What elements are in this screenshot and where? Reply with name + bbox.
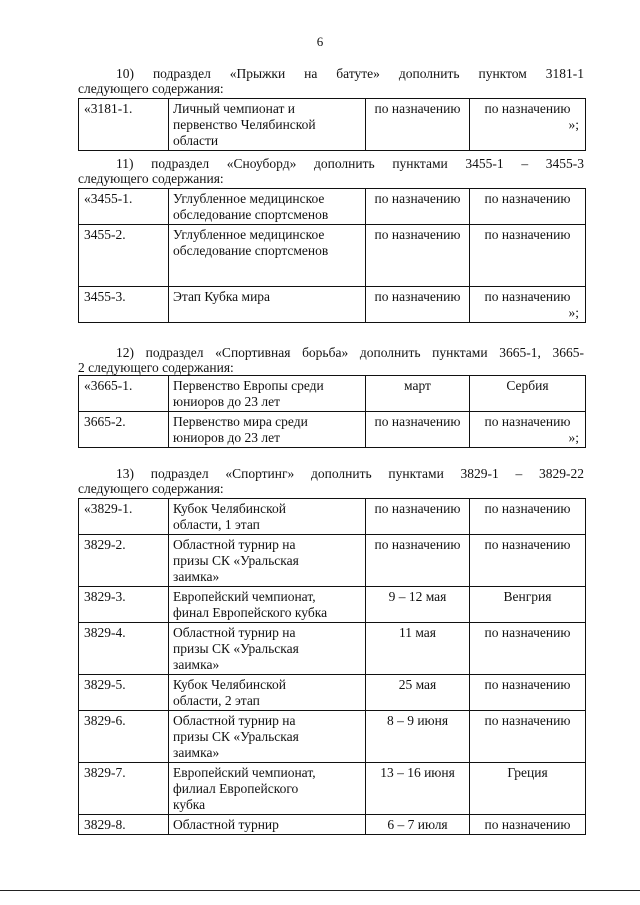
event-name: Личный чемпионат и первенство Челябинской области [169, 99, 366, 151]
event-place: по назначению [470, 815, 586, 835]
page-number: 6 [316, 34, 324, 49]
table-row [79, 815, 586, 835]
event-date: 13 – 16 июня [366, 763, 470, 815]
event-place: Греция [470, 763, 586, 815]
table-row [79, 587, 586, 623]
event-date: 25 мая [366, 675, 470, 711]
event-date: по назначению [366, 225, 470, 287]
event-place: Венгрия [470, 587, 586, 623]
plan-table [78, 188, 586, 323]
table-row [79, 412, 586, 448]
event-name: Областной турнир на призы СК «Уральская заимка» [169, 535, 366, 587]
item-number: 3829-6. [79, 711, 169, 763]
event-place: по назначению [470, 623, 586, 675]
event-date: по назначению [366, 499, 470, 535]
event-name: Углубленное медицинское обследование спортсменов [169, 225, 366, 287]
table-row [79, 99, 586, 151]
table-row [79, 499, 586, 535]
event-place: по назначению [470, 499, 586, 535]
event-name: Областной турнир на призы СК «Уральская заимка» [169, 711, 366, 763]
table-row [79, 623, 586, 675]
closing-quote: »; [568, 117, 579, 132]
event-name: Первенство Европы среди юниоров до 23 лет [169, 376, 366, 412]
event-place: по назначению [470, 675, 586, 711]
table-row [79, 287, 586, 323]
event-name: Областной турнир [169, 815, 366, 835]
closing-quote: »; [568, 305, 579, 320]
item-number: 3829-4. [79, 623, 169, 675]
plan-table [78, 98, 586, 151]
item-number: 3665-2. [79, 412, 169, 448]
event-date: по назначению [366, 99, 470, 151]
event-place: по назначению [470, 189, 586, 225]
item-number: 3829-5. [79, 675, 169, 711]
item-number: «3829-1. [79, 499, 169, 535]
item-number: «3665-1. [79, 376, 169, 412]
table-row [79, 675, 586, 711]
event-date: 6 – 7 июля [366, 815, 470, 835]
event-date: по назначению [366, 412, 470, 448]
item-number: 3829-2. [79, 535, 169, 587]
event-date: по назначению [366, 287, 470, 323]
item-number: 3829-3. [79, 587, 169, 623]
item-number: «3181-1. [79, 99, 169, 151]
event-name: Углубленное медицинское обследование спортсменов [169, 189, 366, 225]
section-intro: 13) подраздел «Спортинг» дополнить пунктами 3829-1 – 3829-22 следующего содержания: [78, 466, 584, 496]
event-place: по назначению [470, 535, 586, 587]
table-row [79, 376, 586, 412]
event-name: Областной турнир на призы СК «Уральская заимка» [169, 623, 366, 675]
plan-table [78, 375, 586, 448]
item-number: «3455-1. [79, 189, 169, 225]
section-intro: 10) подраздел «Прыжки на батуте» дополнить пунктом 3181-1 следующего содержания: [78, 66, 584, 96]
event-name: Европейский чемпионат, филиал Европейского кубка [169, 763, 366, 815]
event-name: Первенство мира среди юниоров до 23 лет [169, 412, 366, 448]
closing-quote: »; [568, 430, 579, 445]
table-row [79, 189, 586, 225]
event-date: 8 – 9 июня [366, 711, 470, 763]
section-intro: 12) подраздел «Спортивная борьба» дополнить пунктами 3665-1, 3665- 2 следующего содержания: [78, 345, 584, 375]
item-number: 3455-3. [79, 287, 169, 323]
event-place: по назначению »; [470, 287, 586, 323]
event-date: по назначению [366, 189, 470, 225]
event-name: Европейский чемпионат, финал Европейского кубка [169, 587, 366, 623]
event-place: по назначению »; [470, 99, 586, 151]
event-date: 11 мая [366, 623, 470, 675]
event-date: 9 – 12 мая [366, 587, 470, 623]
event-place: Сербия [470, 376, 586, 412]
table-row [79, 763, 586, 815]
table-row [79, 535, 586, 587]
section-intro: 11) подраздел «Сноуборд» дополнить пунктами 3455-1 – 3455-3 следующего содержания: [78, 156, 584, 186]
event-place: по назначению »; [470, 412, 586, 448]
table-row [79, 225, 586, 287]
event-place: по назначению [470, 711, 586, 763]
event-date: март [366, 376, 470, 412]
page-bottom-rule [0, 890, 640, 891]
event-name: Этап Кубка мира [169, 287, 366, 323]
item-number: 3829-8. [79, 815, 169, 835]
table-row [79, 711, 586, 763]
event-name: Кубок Челябинской области, 2 этап [169, 675, 366, 711]
event-place: по назначению [470, 225, 586, 287]
event-date: по назначению [366, 535, 470, 587]
event-name: Кубок Челябинской области, 1 этап [169, 499, 366, 535]
item-number: 3829-7. [79, 763, 169, 815]
item-number: 3455-2. [79, 225, 169, 287]
plan-table [78, 498, 586, 835]
